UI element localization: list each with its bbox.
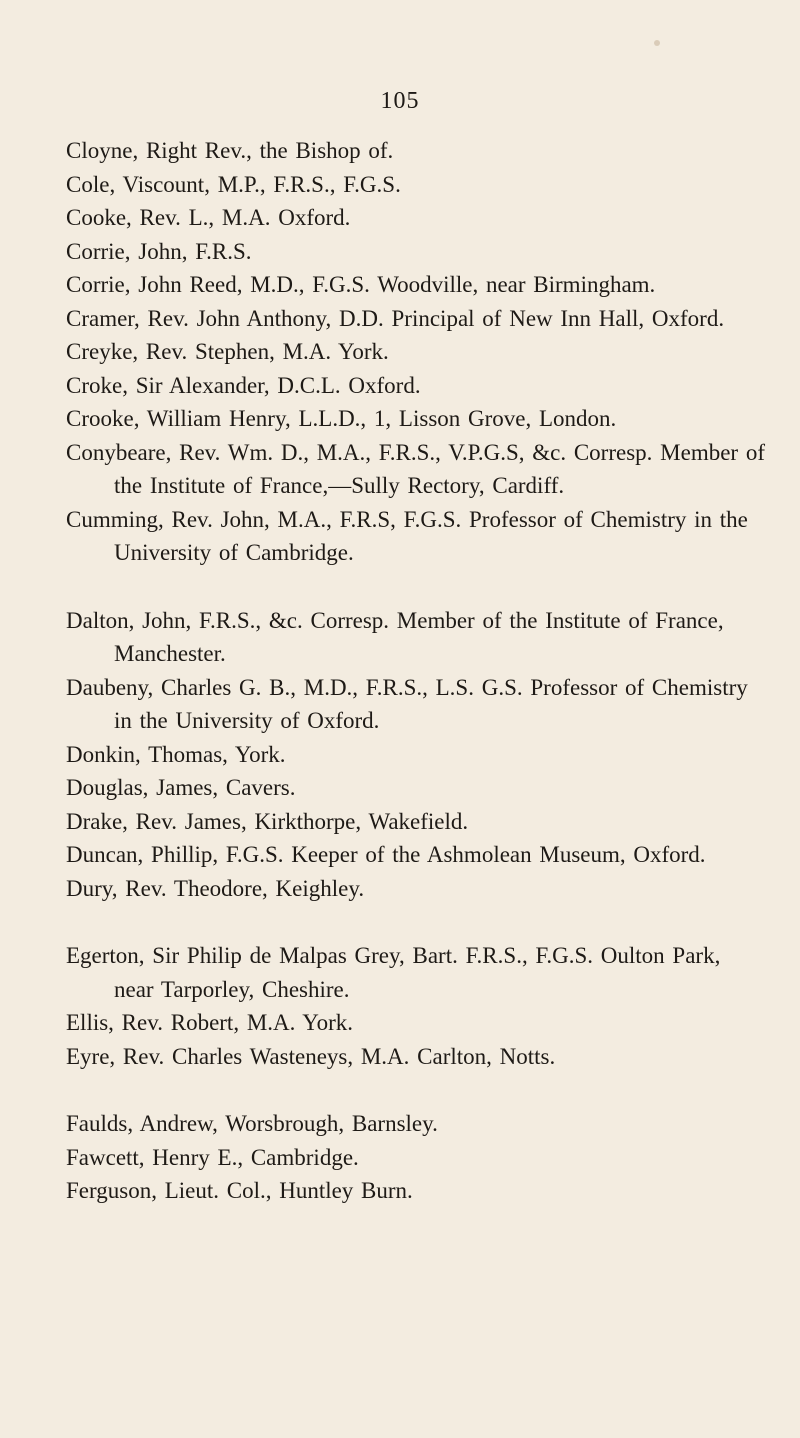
list-entry: Cloyne, Right Rev., the Bishop of. (66, 138, 394, 163)
member-list (66, 134, 766, 1208)
list-entry: Cooke, Rev. L., M.A. Oxford. (66, 205, 351, 230)
list-entry: Ferguson, Lieut. Col., Huntley Burn. (66, 1178, 413, 1203)
group-d (66, 604, 766, 906)
list-entry: Donkin, Thomas, York. (66, 741, 286, 767)
list-entry: Corrie, John, F.R.S. (66, 238, 252, 264)
list-entry: Croke, Sir Alexander, D.C.L. Oxford. (66, 372, 421, 398)
list-entry: Douglas, James, Cavers. (66, 775, 296, 800)
list-entry: Cole, Viscount, M.P., F.R.S., F.G.S. (66, 171, 401, 197)
list-entry: Creyke, Rev. Stephen, M.A. York. (66, 339, 389, 364)
list-entry: Faulds, Andrew, Worsbrough, Barnsley. (66, 1111, 438, 1136)
list-entry: Cumming, Rev. John, M.A., F.R.S, F.G.S. Professor of Chemistry in the University of Cambridge. (66, 506, 748, 565)
list-entry: Ellis, Rev. Robert, M.A. York. (66, 1010, 353, 1035)
list-entry: Duncan, Phillip, F.G.S. Keeper of the Ashmolean Museum, Oxford. (66, 842, 706, 867)
list-entry: Dalton, John, F.R.S., &c. Corresp. Member of the Institute of France, Manchester. (66, 607, 724, 666)
group-e (66, 939, 766, 1073)
list-entry: Drake, Rev. James, Kirkthorpe, Wakefield. (66, 808, 469, 834)
paper-stain (654, 40, 660, 46)
list-entry: Cramer, Rev. John Anthony, D.D. Principal of New Inn Hall, Oxford. (66, 305, 725, 331)
list-entry: Fawcett, Henry E., Cambridge. (66, 1144, 359, 1170)
group-f (66, 1107, 766, 1208)
list-entry: Crooke, William Henry, L.L.D., 1, Lisson Grove, London. (66, 406, 617, 431)
list-entry: Dury, Rev. Theodore, Keighley. (66, 875, 365, 901)
page-number: 105 (380, 88, 420, 114)
list-entry: Egerton, Sir Philip de Malpas Grey, Bart. F.R.S., F.G.S. Oulton Park, near Tarporley, Cheshire. (66, 943, 721, 1002)
group-c (66, 134, 766, 570)
list-entry: Corrie, John Reed, M.D., F.G.S. Woodville, near Birmingham. (66, 272, 656, 297)
list-entry: Daubeny, Charles G. B., M.D., F.R.S., L.S. G.S. Professor of Chemistry in the University of Oxford. (66, 674, 748, 733)
list-entry: Conybeare, Rev. Wm. D., M.A., F.R.S., V.P.G.S, &c. Corresp. Member of the Institute of France,—Sully Rectory, Cardiff. (66, 439, 765, 498)
list-entry: Eyre, Rev. Charles Wasteneys, M.A. Carlton, Notts. (66, 1043, 556, 1069)
